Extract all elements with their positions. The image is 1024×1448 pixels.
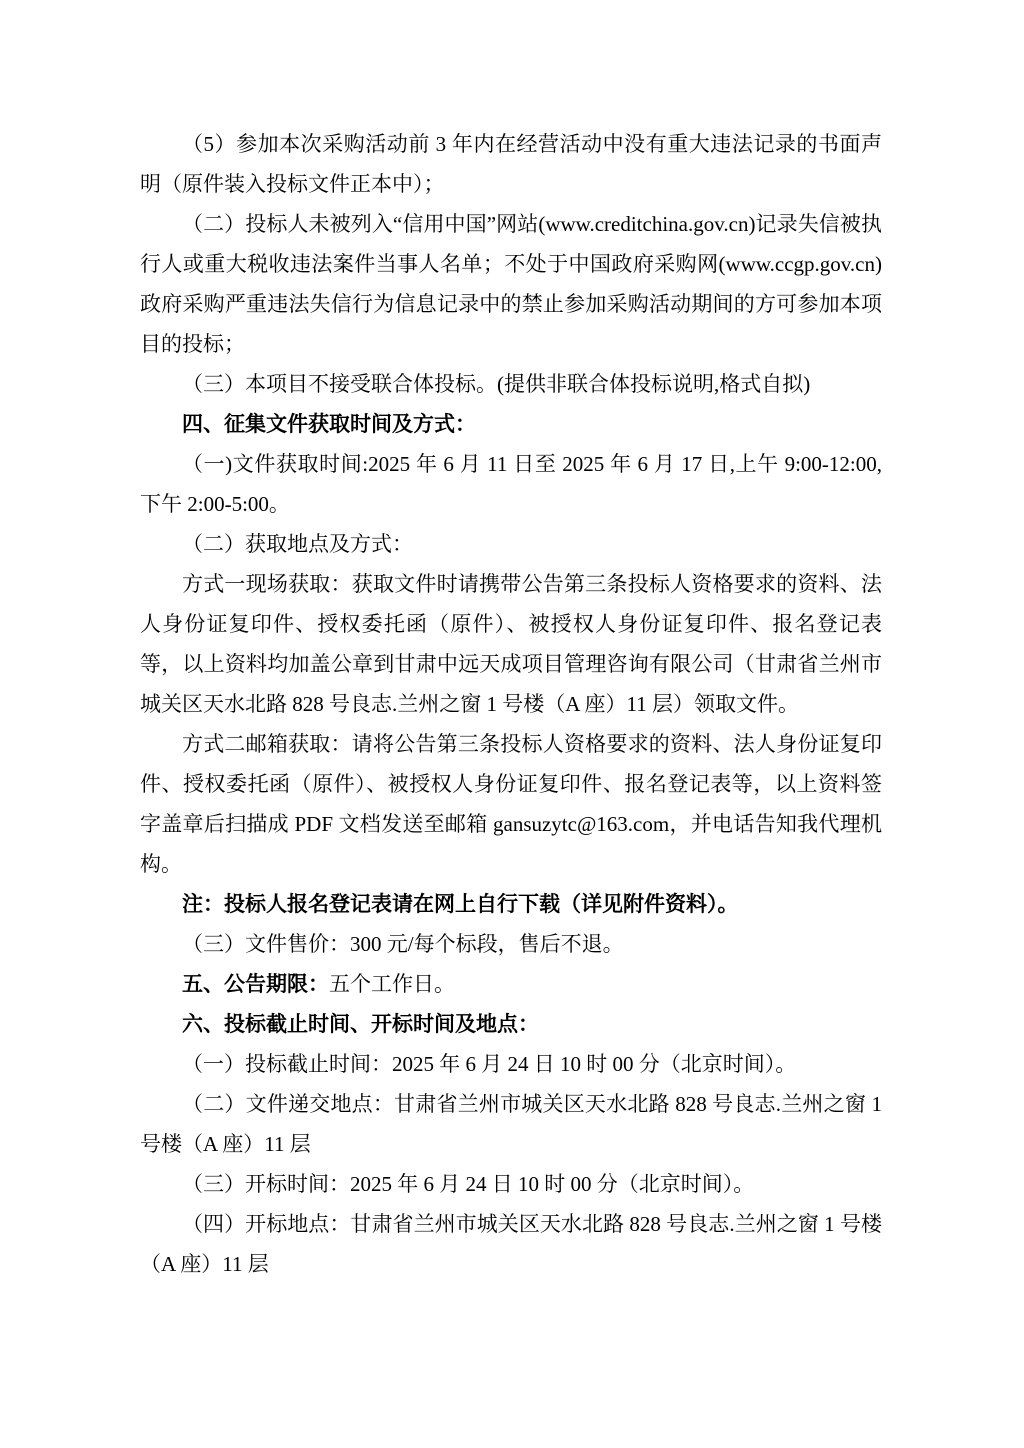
paragraph-no-consortium: （三）本项目不接受联合体投标。(提供非联合体投标说明,格式自拟) [182,372,811,396]
heading-section-4-document-obtain: 四、征集文件获取时间及方式： [182,412,476,436]
paragraph-submission-location: （二）文件递交地点：甘肃省兰州市城关区天水北路 828 号良志.兰州之窗 1 号楼（A 座）11 层 [140,1092,882,1156]
paragraph-note-registration-form: 注：投标人报名登记表请在网上自行下载（详见附件资料）。 [182,892,739,916]
paragraph-file-price: （三）文件售价：300 元/每个标段，售后不退。 [182,932,624,956]
paragraph-method-1-onsite: 方式一现场获取：获取文件时请携带公告第三条投标人资格要求的资料、法人身份证复印件、授权委托函（原件）、被授权人身份证复印件、报名登记表等，以上资料均加盖公章到甘肃中远天成项目管理咨询有限公司（甘肃省兰州市城关区天水北路 828 号良志.兰州之窗 1 号楼（A 座）11 层）领取文件。 [140,572,882,716]
paragraph-notice-period [140,964,882,1004]
paragraph-bid-opening-time: （三）开标时间：2025 年 6 月 24 日 10 时 00 分（北京时间）。 [182,1172,755,1196]
paragraph-bid-opening-location: （四）开标地点：甘肃省兰州市城关区天水北路 828 号良志.兰州之窗 1 号楼（A 座）11 层 [140,1212,882,1276]
paragraph-credit-china-requirement: （二）投标人未被列入“信用中国”网站(www.creditchina.gov.cn)记录失信被执行人或重大税收违法案件当事人名单；不处于中国政府采购网(www.ccgp.gov.cn)政府采购严重违法失信行为信息记录中的禁止参加采购活动期间的方可参加本项目的投标； [140,212,882,356]
notice-period-label: 五、公告期限： [182,972,329,996]
heading-section-6-deadline-opening: 六、投标截止时间、开标时间及地点： [182,1012,539,1036]
paragraph-obtain-location-method: （二）获取地点及方式： [182,532,413,556]
notice-period-value: 五个工作日。 [329,972,455,996]
paragraph-violation-declaration: （5）参加本次采购活动前 3 年内在经营活动中没有重大违法记录的书面声明（原件装入投标文件正本中）； [140,132,882,196]
paragraph-bid-deadline: （一）投标截止时间：2025 年 6 月 24 日 10 时 00 分（北京时间）。 [182,1052,797,1076]
paragraph-method-2-email: 方式二邮箱获取：请将公告第三条投标人资格要求的资料、法人身份证复印件、授权委托函（原件）、被授权人身份证复印件、报名登记表等，以上资料签字盖章后扫描成 PDF 文档发送至邮箱 gansuzytc@163.com，并电话告知我代理机构。 [140,732,882,876]
paragraph-obtain-time: （一)文件获取时间:2025 年 6 月 11 日至 2025 年 6 月 17 日,上午 9:00-12:00,下午 2:00-5:00。 [140,452,882,516]
